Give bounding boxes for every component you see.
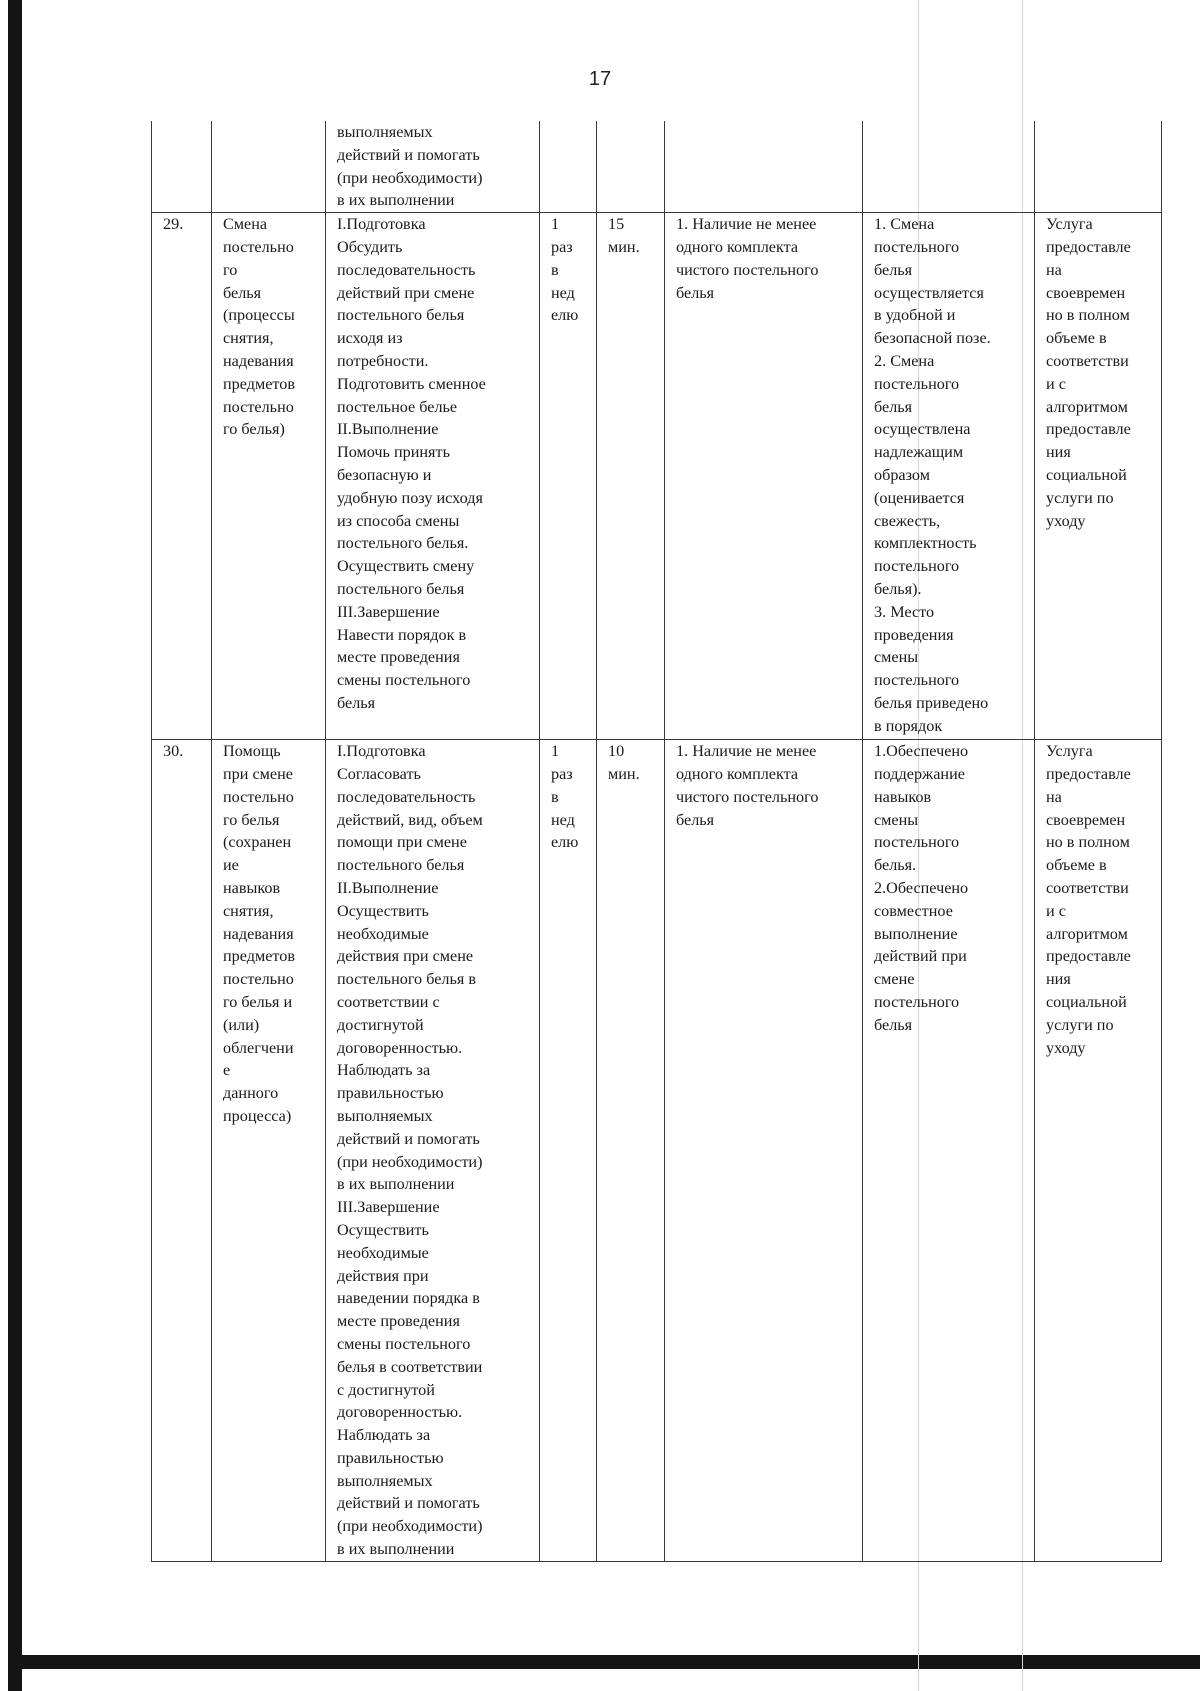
cell-evaluation: Услуга предоставле на своевремен но в полном объеме в соответстви и с алгоритмом предоставле ния социальной услуги по уходу bbox=[1035, 213, 1162, 740]
cell-results bbox=[863, 121, 1035, 213]
scan-left-edge bbox=[8, 0, 22, 1691]
cell-frequency: 1 раз в нед елю bbox=[540, 213, 597, 740]
cell-frequency bbox=[540, 121, 597, 213]
cell-procedure: I.Подготовка Согласовать последовательность действий, вид, объем помощи при смене постельного белья II.Выполнение Осуществить необходимые действия при смене постельного белья в соответствии с достигнутой договоренностью. Наблюдать за правильностью выполняемых действий и помогать (при необходимости) в их выполнении III.Завершение Осуществить необходимые действия при наведении порядка в месте проведения смены постельного белья в соответствии с достигнутой договоренностью. Наблюдать за правильностью выполняемых действий и помогать (при необходимости) в их выполнении bbox=[326, 740, 540, 1562]
cell-number: 29. bbox=[152, 213, 212, 740]
scan-bottom-edge bbox=[22, 1655, 1200, 1669]
cell-frequency: 1 раз в нед елю bbox=[540, 740, 597, 1562]
cell-conditions: 1. Наличие не менее одного комплекта чистого постельного белья bbox=[665, 213, 863, 740]
cell-conditions bbox=[665, 121, 863, 213]
cell-evaluation bbox=[1035, 121, 1162, 213]
cell-conditions: 1. Наличие не менее одного комплекта чистого постельного белья bbox=[665, 740, 863, 1562]
cell-number bbox=[152, 121, 212, 213]
cell-results: 1. Смена постельного белья осуществляется в удобной и безопасной позе. 2. Смена постельного белья осуществлена надлежащим образом (оценивается свежесть, комплектность постельного белья). 3. Место проведения смены постельного белья приведено в порядок bbox=[863, 213, 1035, 740]
cell-procedure: выполняемых действий и помогать (при необходимости) в их выполнении bbox=[326, 121, 540, 213]
cell-duration: 10 мин. bbox=[597, 740, 665, 1562]
table-row-continuation bbox=[152, 121, 1162, 213]
cell-name: Помощь при смене постельно го белья (сохранен ие навыков снятия, надевания предметов постельно го белья и (или) облегчени е данного процесса) bbox=[212, 740, 326, 1562]
table-row bbox=[152, 740, 1162, 1562]
cell-duration bbox=[597, 121, 665, 213]
table-row bbox=[152, 213, 1162, 740]
cell-procedure: I.Подготовка Обсудить последовательность действий при смене постельного белья исходя из потребности. Подготовить сменное постельное белье II.Выполнение Помочь принять безопасную и удобную позу исходя из способа смены постельного белья. Осуществить смену постельного белья III.Завершение Навести порядок в месте проведения смены постельного белья bbox=[326, 213, 540, 740]
cell-name: Смена постельно го белья (процессы снятия, надевания предметов постельно го белья) bbox=[212, 213, 326, 740]
cell-name bbox=[212, 121, 326, 213]
page-number: 17 bbox=[588, 68, 612, 90]
cell-evaluation: Услуга предоставле на своевремен но в полном объеме в соответстви и с алгоритмом предоставле ния социальной услуги по уходу bbox=[1035, 740, 1162, 1562]
cell-duration: 15 мин. bbox=[597, 213, 665, 740]
cell-number: 30. bbox=[152, 740, 212, 1562]
cell-results: 1.Обеспечено поддержание навыков смены постельного белья. 2.Обеспечено совместное выполнение действий при смене постельного белья bbox=[863, 740, 1035, 1562]
services-table bbox=[151, 121, 1162, 1562]
